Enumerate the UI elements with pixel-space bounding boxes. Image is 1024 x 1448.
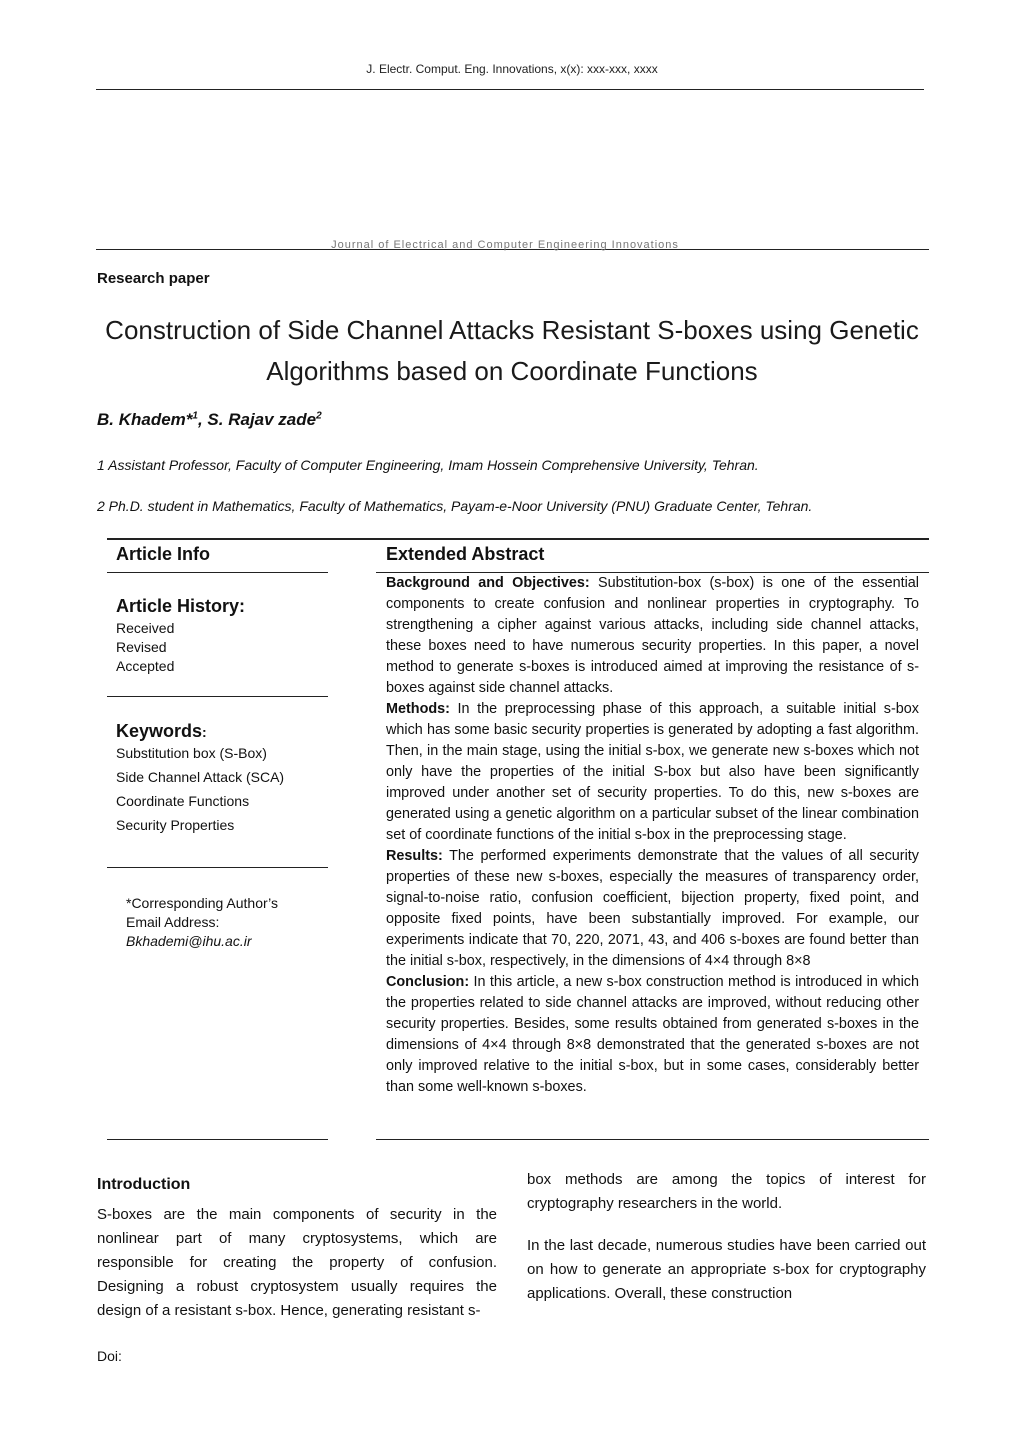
keyword-item: Security Properties [116,817,235,833]
extended-abstract-heading: Extended Abstract [386,544,545,564]
email-label: Email Address: [126,914,220,930]
article-history-heading: Article History: [116,596,246,616]
keywords-list [116,741,284,837]
info-top-rule [107,538,929,540]
affiliation-1: 1 Assistant Professor, Faculty of Computer Engineering, Imam Hossein Comprehensive University, Tehran. [97,457,759,473]
abstract-text: Substitution-box (s-box) is one of the essential components to create confusion and nonlinear properties in cryptography. To strengthening a cipher against various attacks, including side channel attacks, these boxes need to have numerous security properties. In this paper, a novel method to generate s-boxes is introduced aimed at improving the resistance of s-boxes against side channel attacks. [386,575,919,696]
doi-label: Doi: [97,1348,122,1364]
abstract-methods [386,699,919,846]
abstract-label: Background and Objectives: [386,575,590,591]
header-divider [96,89,924,90]
abstract-background [386,573,919,699]
history-received: Received [116,620,175,636]
title-line-1: Construction of Side Channel Attacks Resistant S-boxes using Genetic [105,315,919,345]
abstract-label: Results: [386,848,443,864]
history-rule [107,696,328,697]
author-2-affil-mark: 2 [316,410,322,422]
article-history-list [116,619,174,676]
author-1-affil-mark: 1 [192,410,198,422]
abstract-label: Methods: [386,701,450,717]
keyword-item: Side Channel Attack (SCA) [116,769,285,785]
paper-title [60,310,964,392]
keyword-item: Substitution box (S-Box) [116,745,267,761]
corresponding-label: *Corresponding Author’s [126,895,279,911]
abstract-text: In the preprocessing phase of this approach, a suitable initial s-box which has some basic security properties is generated by adopting a fast algorithm. Then, in the main stage, using the initial s-box, we generate new s-boxes which not only have the properties of the initial S-box but also have been significantly improved under another set of security properties. To do this, new s-boxes are generated using a genetic algorithm on a particular subset of the linear combination set of coordinate functions of the initial s-box in the preprocessing stage. [386,701,919,843]
abstract-results [386,846,919,972]
paper-type: Research paper [97,270,210,287]
keyword-item: Coordinate Functions [116,793,250,809]
abstract-label: Conclusion: [386,974,470,990]
keywords-colon: : [202,724,207,740]
info-heading-rule [107,572,328,573]
journal-reference: J. Electr. Comput. Eng. Innovations, x(x): xxx-xxx, xxxx [366,62,658,76]
intro-paragraph: box methods are among the topics of interest for cryptography researchers in the world. [527,1171,926,1212]
intro-paragraph: In the last decade, numerous studies have been carried out on how to generate an appropriate s-box for cryptography applications. Overall, these construction [527,1237,926,1302]
article-info-heading: Article Info [116,544,211,564]
abstract-text: The performed experiments demonstrate that the values of all security properties of these new s-boxes, especially the measures of transparency order, signal-to-noise ratio, confusion coefficient, bijection property, fixed point, and opposite fixed points, have been substantially improved. For example, our experiments indicate that 70, 220, 2071, 43, and 406 s-boxes are found better than the initial s-box, respectively, in the dimensions of 4×4 through 8×8 [386,848,919,969]
abstract-conclusion [386,972,919,1098]
introduction-right-column [527,1168,926,1306]
faded-banner-text: Journal of Electrical and Computer Engineering Innovations [331,239,679,251]
affiliation-2: 2 Ph.D. student in Mathematics, Faculty of Mathematics, Payam-e-Noor University (PNU) Graduate Center, Tehran. [97,498,813,514]
author-1: B. Khadem* [97,410,193,429]
keywords-label: Keywords [116,721,203,741]
abstract-text: In this article, a new s-box construction method is introduced in which the properties related to side channel attacks are improved, without reducing other security properties. Besides, some results obtained from generated s-boxes in the dimensions of 4×4 through 8×8 demonstrated that the generated s-boxes are not only improved relative to the initial s-box, but in some cases, considerably better than some well-known s-boxes. [386,974,919,1095]
introduction-left-column [97,1203,497,1323]
title-line-2: Algorithms based on Coordinate Functions [266,356,758,386]
extended-abstract-body [386,573,919,1098]
info-bottom-rule-left [107,1139,328,1140]
keywords-rule [107,867,328,868]
author-2: , S. Rajav zade [197,410,317,429]
introduction-heading: Introduction [97,1176,191,1193]
intro-paragraph: S-boxes are the main components of security in the nonlinear part of many cryptosystems, which are responsible for creating the property of confusion. Designing a robust cryptosystem usually requires the design of a resistant s-box. Hence, generating resistant s- [97,1206,497,1319]
authors [97,410,322,430]
history-accepted: Accepted [116,658,175,674]
keywords-heading [116,721,207,742]
info-bottom-rule-right [376,1139,929,1140]
corresponding-author [126,894,278,951]
author-email[interactable]: Bkhademi@ihu.ac.ir [126,933,252,949]
history-revised: Revised [116,639,167,655]
